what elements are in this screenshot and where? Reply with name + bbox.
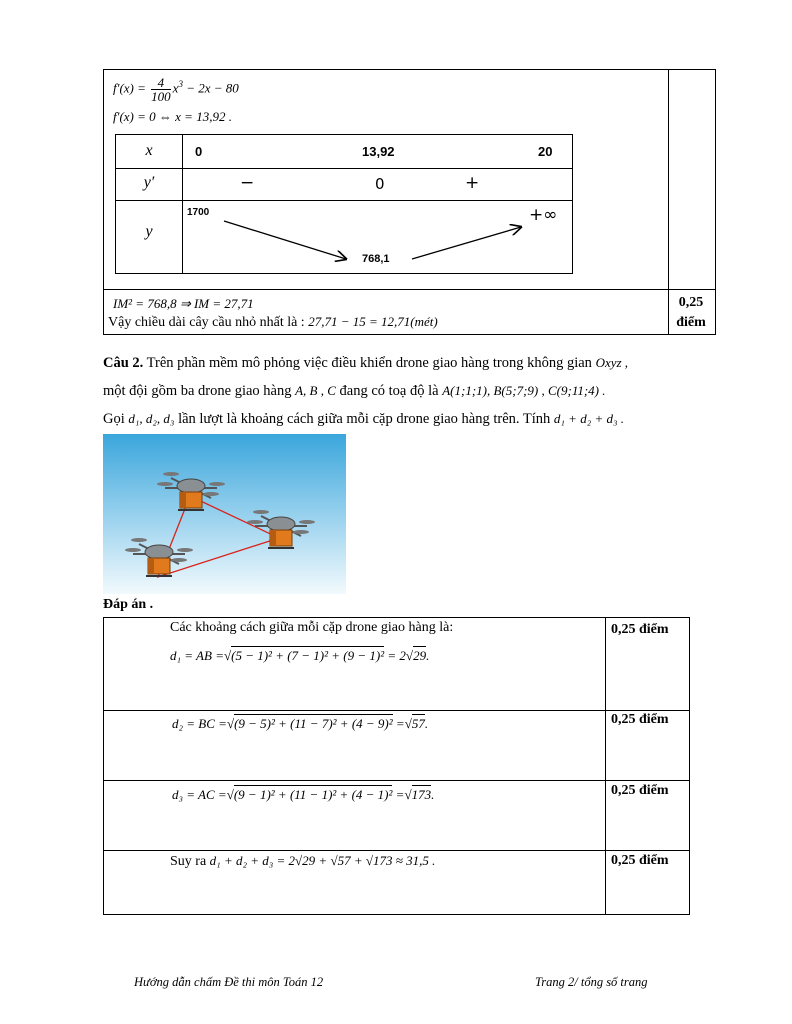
points-value: 0,25	[678, 295, 704, 310]
x-start: 0	[195, 144, 203, 159]
variation-label-y: y	[145, 223, 153, 240]
answer-row-divider-1	[104, 710, 689, 711]
question-line-3	[103, 405, 703, 433]
d1-lhs: d₁ = AB =	[170, 648, 224, 663]
sqrt-sign: √	[226, 716, 235, 731]
d2-rhs: =	[395, 716, 405, 731]
d2-lhs: d₂ = BC =	[172, 716, 227, 731]
root-equation: f′(x) = 0 ⇔ x = 13,92 .	[113, 109, 232, 124]
answer-heading: Đáp án .	[103, 597, 154, 612]
y-end-value: +∞	[529, 205, 558, 225]
d2-radicand: (9 − 5)² + (11 − 7)² + (4 − 9)²	[234, 716, 393, 731]
derivative-formula	[113, 76, 239, 103]
question-space: Oxyz ,	[595, 355, 629, 370]
distance-sum: d₁ + d₂ + d₃ .	[553, 411, 625, 426]
answer-row-divider-3	[104, 850, 689, 851]
sqrt-sign: √	[223, 648, 232, 663]
answer-row-divider-2	[104, 780, 689, 781]
row-divider	[104, 289, 715, 290]
variation-table	[115, 134, 573, 274]
points-row-1: 0,25 điểm	[611, 622, 669, 637]
d3-rhs: =	[395, 787, 405, 802]
distance-names: d₁, d₂, d₃	[128, 411, 175, 426]
d2-end: .	[424, 716, 429, 731]
points-row-4: 0,25 điểm	[611, 853, 669, 868]
d3-end: .	[431, 787, 435, 802]
question-block	[103, 349, 703, 433]
answer-d1	[170, 648, 429, 664]
drone-names: A, B , C	[295, 383, 336, 398]
answer-d2	[172, 716, 428, 732]
fraction-denominator: 100	[151, 89, 171, 104]
d2-result: 57	[411, 716, 425, 731]
d3-lhs: d₃ = AC =	[172, 787, 227, 802]
x-end: 20	[538, 144, 553, 159]
variation-arrows	[116, 135, 572, 273]
drone-coordinates: A(1;1;1), B(5;7;9) , C(9;11;4) .	[442, 383, 606, 398]
increasing-arrow	[412, 227, 521, 259]
variation-label-yprime: y′	[143, 174, 155, 191]
question-text-2c: đang có toạ độ là	[339, 383, 439, 399]
footer-page: Trang 2/ tổng số trang	[535, 975, 648, 989]
variation-label-x: x	[145, 142, 153, 159]
answer-col-divider	[605, 618, 606, 914]
y-start-value: 1700	[187, 207, 210, 218]
x-critical: 13,92	[362, 144, 395, 159]
answer-sum	[170, 853, 435, 870]
d1-end: .	[426, 648, 430, 663]
sum-lead: Suy ra	[170, 854, 207, 869]
points-unit: điểm	[676, 315, 706, 330]
derivative-exponent: 3	[178, 79, 183, 90]
fraction	[151, 76, 171, 103]
sqrt-sign: √	[404, 787, 412, 802]
answer-intro: Các khoảng cách giữa mỗi cặp drone giao hàng là:	[170, 620, 454, 635]
question-text-2a: một đội gồm ba drone giao hàng	[103, 383, 292, 399]
question-text-3a: Gọi	[103, 411, 125, 427]
points-row-3: 0,25 điểm	[611, 783, 669, 798]
sign-zero: 0	[375, 175, 385, 193]
conclusion-text: Vậy chiều dài cây cầu nhỏ nhất là :	[108, 315, 305, 330]
conclusion-line	[108, 314, 438, 331]
d3-radicand: (9 − 1)² + (11 − 1)² + (4 − 1)²	[233, 787, 393, 802]
drone-illustration	[103, 434, 346, 594]
sqrt-sign: √	[404, 716, 412, 731]
derivative-var: x	[172, 80, 179, 96]
im-equation: IM² = 768,8 ⇒ IM = 27,71	[113, 296, 254, 311]
decreasing-arrow	[224, 221, 346, 259]
question-text-1: Trên phần mềm mô phỏng việc điều khiển drone giao hàng trong không gian	[146, 355, 592, 371]
sqrt-sign: √	[405, 648, 414, 663]
derivative-lhs: f′(x) =	[113, 80, 146, 96]
d1-rhs: = 2	[387, 648, 406, 663]
sign-positive: +	[465, 173, 480, 193]
d1-radicand: (5 − 1)² + (7 − 1)² + (9 − 1)²	[231, 648, 385, 663]
points-row-2: 0,25 điểm	[611, 712, 669, 727]
sign-negative: −	[240, 173, 255, 193]
d1-result: 29	[413, 648, 427, 663]
sum-expression: d₁ + d₂ + d₃ = 2√29 + √57 + √173 ≈ 31,5 .	[209, 853, 436, 868]
answer-d3	[172, 787, 434, 803]
question-text-3c: lần lượt là khoảng cách giữa mỗi cặp drone giao hàng trên. Tính	[178, 411, 551, 427]
derivative-rest: − 2x − 80	[186, 80, 239, 96]
y-minimum-value: 768,1	[362, 253, 390, 265]
question-line-2	[103, 377, 703, 405]
question-line-1	[103, 349, 703, 377]
conclusion-math: 27,71 − 15 = 12,71(mét)	[308, 314, 438, 329]
d3-result: 173	[411, 787, 432, 802]
sqrt-sign: √	[226, 787, 234, 802]
footer-left: Hướng dẫn chấm Đề thi môn Toán 12	[134, 975, 324, 989]
points-top	[668, 293, 714, 333]
fraction-numerator: 4	[151, 76, 171, 90]
question-label: Câu 2.	[103, 355, 144, 371]
